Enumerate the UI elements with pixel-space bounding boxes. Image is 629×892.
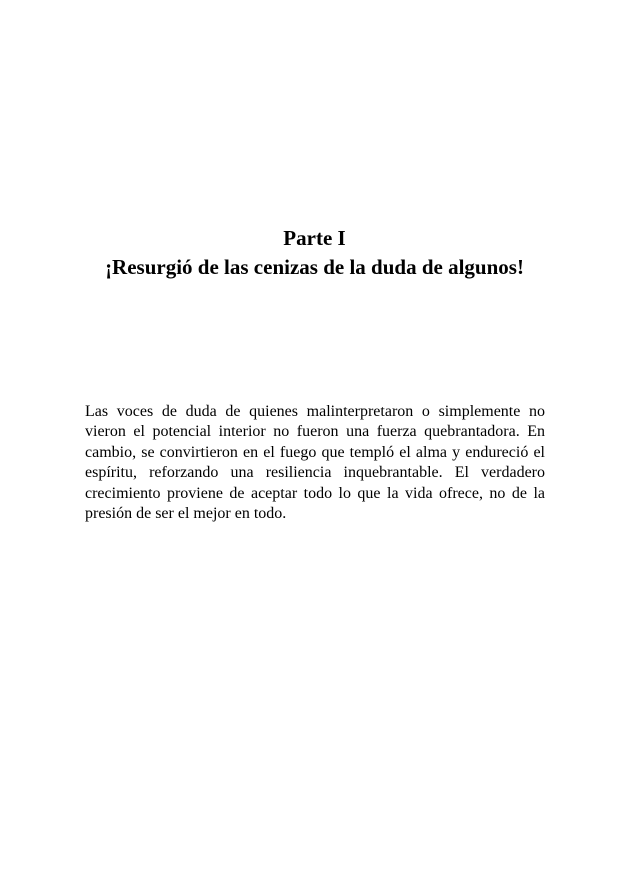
chapter-title: ¡Resurgió de las cenizas de la duda de algunos!	[105, 255, 524, 279]
part-number: Parte I	[283, 226, 346, 250]
chapter-heading	[0, 224, 629, 282]
body-paragraph: Las voces de duda de quienes malinterpretaron o simplemente no vieron el potencial interior no fueron una fuerza quebrantadora. En cambio, se convirtieron en el fuego que templó el alma y endureció el espíritu, reforzando una resiliencia inquebrantable. El verdadero crecimiento proviene de aceptar todo lo que la vida ofrece, no de la presión de ser el mejor en todo.	[85, 403, 545, 523]
